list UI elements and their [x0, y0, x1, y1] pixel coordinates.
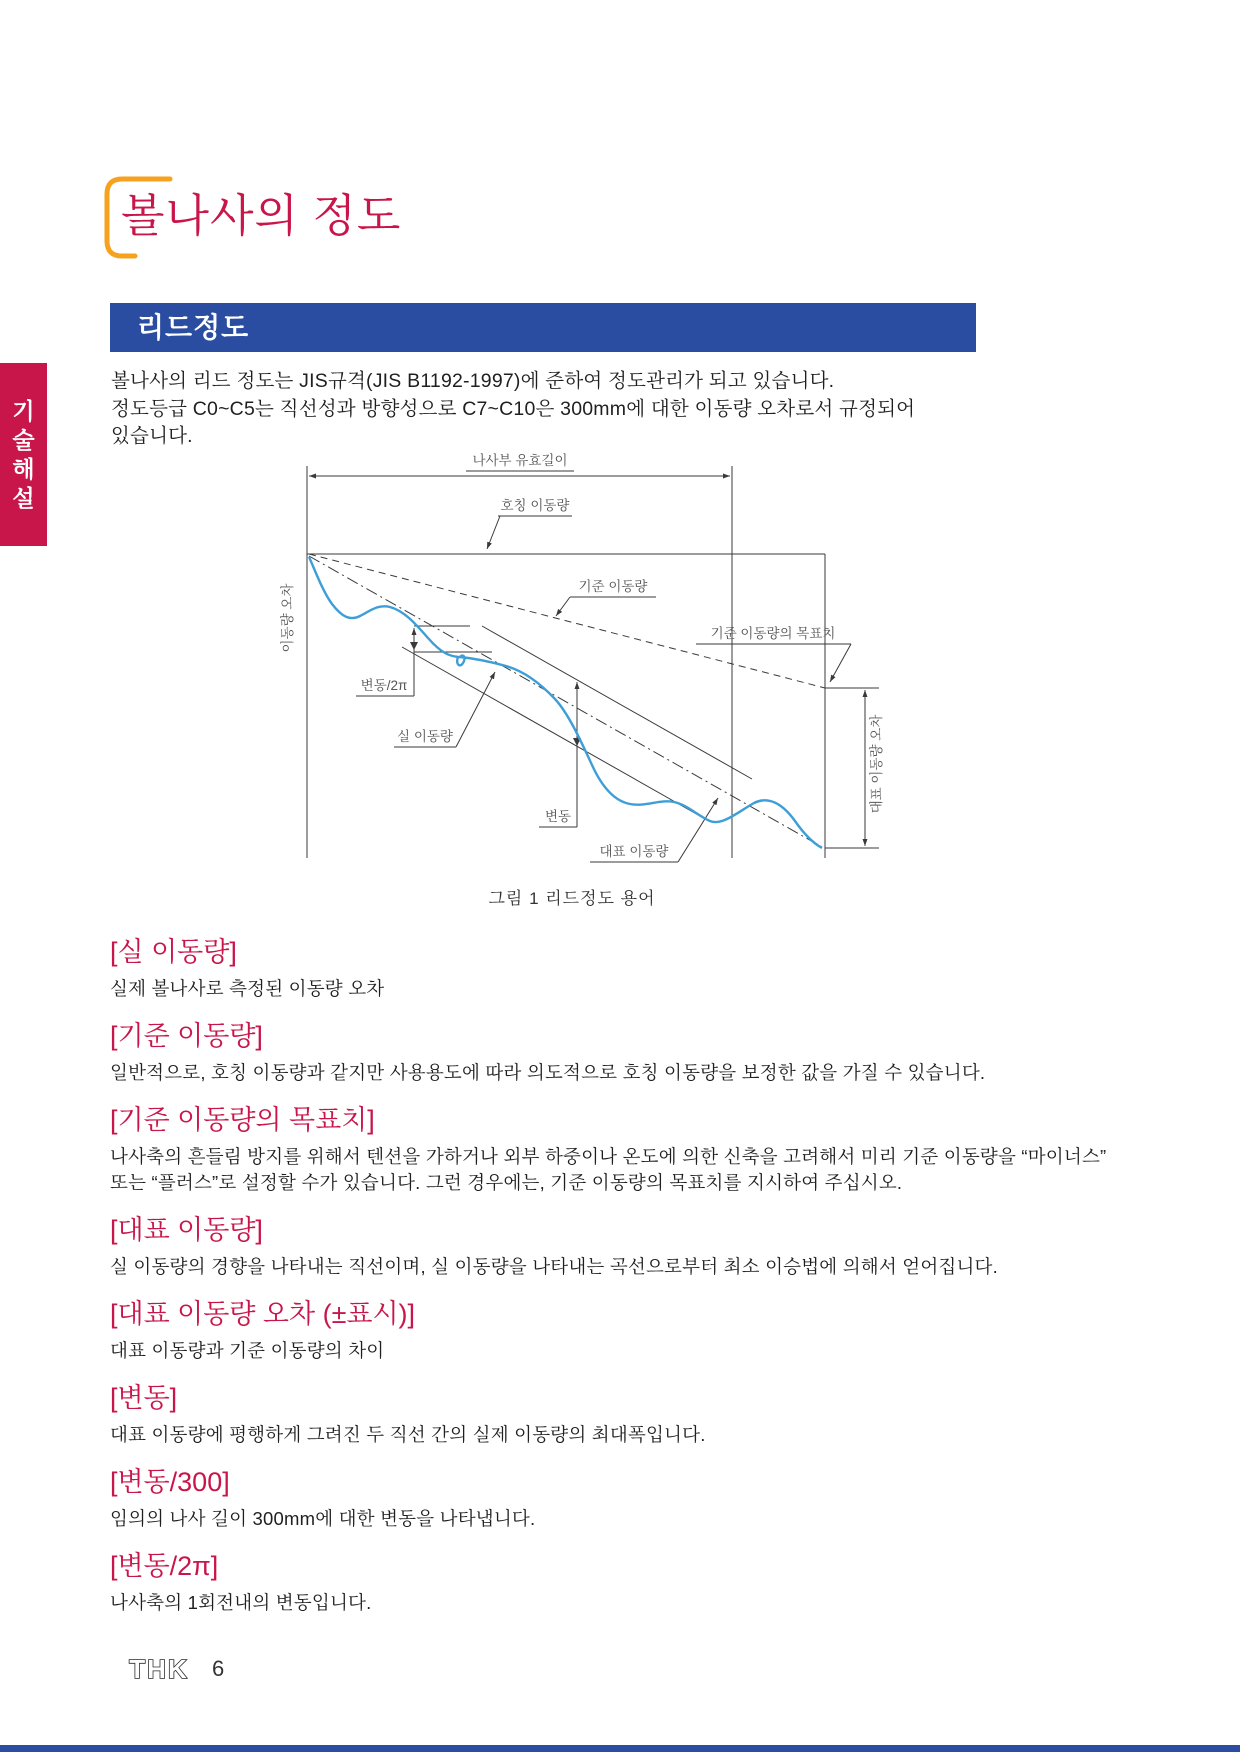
label-representative-travel-error: 대표 이동량 오차 — [869, 714, 884, 814]
side-tab-technical-notes — [0, 363, 47, 546]
side-tab-char: 설 — [12, 484, 35, 511]
term-heading: [대표 이동량] — [110, 1215, 263, 1245]
svg-text:THK: THK — [129, 1654, 189, 1684]
section-header-bar — [110, 303, 976, 352]
intro-line: 있습니다. — [111, 425, 193, 447]
terms-list — [110, 936, 1170, 1634]
label-travel-error-axis: 이동량 오차 — [280, 583, 295, 653]
side-tab-char: 해 — [12, 455, 35, 482]
intro-paragraph — [111, 368, 991, 451]
bottom-blue-bar — [0, 1745, 1240, 1752]
term-body-line: 대표 이동량과 기준 이동량의 차이 — [110, 1340, 385, 1361]
term-reference-travel-target — [110, 1104, 1170, 1196]
term-representative-travel-error — [110, 1298, 1170, 1364]
term-body-line: 나사축의 흔들림 방지를 위해서 텐션을 가하거나 외부 하중이나 온도에 의한 신축을 고려해서 미리 기준 이동량을 “마이너스” — [110, 1146, 1107, 1167]
term-heading: [실 이동량] — [110, 937, 237, 967]
term-body-line: 대표 이동량에 평행하게 그려진 두 직선 간의 실제 이동량의 최대폭입니다. — [110, 1424, 706, 1445]
representative-travel-line — [309, 556, 822, 847]
term-body-line: 또는 “플러스”로 설정할 수가 있습니다. 그런 경우에는, 기준 이동량의 목표치를 지시하여 주십시오. — [110, 1172, 903, 1193]
term-fluctuation-2pi — [110, 1550, 1170, 1616]
term-heading: [대표 이동량 오차 (±표시)] — [110, 1299, 416, 1329]
term-heading: [변동/2π] — [110, 1551, 219, 1581]
term-heading: [변동/300] — [110, 1467, 230, 1497]
thk-logo — [116, 1653, 202, 1685]
term-reference-travel — [110, 1020, 1170, 1086]
term-body-line: 일반적으로, 호칭 이동량과 같지만 사용용도에 따라 의도적으로 호칭 이동량을 보정한 값을 가질 수 있습니다. — [110, 1062, 986, 1083]
term-fluctuation-300 — [110, 1466, 1170, 1532]
label-representative-travel: 대표 이동량 — [599, 844, 669, 859]
actual-travel-curve — [309, 557, 822, 848]
label-effective-length: 나사부 유효길이 — [472, 453, 568, 468]
label-reference-travel: 기준 이동량 — [578, 579, 648, 594]
page-title: 볼나사의 정도 — [121, 190, 402, 241]
term-heading: [기준 이동량] — [110, 1021, 263, 1051]
term-actual-travel — [110, 936, 1170, 1002]
term-heading: [기준 이동량의 목표치] — [110, 1105, 375, 1135]
term-body-line: 임의의 나사 길이 300mm에 대한 변동을 나타냅니다. — [110, 1508, 536, 1529]
label-fluctuation-per-2pi: 변동/2π — [360, 678, 408, 693]
figure-caption: 그림 1 리드정도 용어 — [488, 889, 656, 908]
term-fluctuation — [110, 1382, 1170, 1448]
side-tab-char: 술 — [12, 426, 35, 453]
term-body-line: 실제 볼나사로 측정된 이동량 오차 — [110, 978, 385, 999]
reference-travel-line — [309, 554, 825, 688]
term-body-line: 나사축의 1회전내의 변동입니다. — [110, 1592, 372, 1613]
label-fluctuation: 변동 — [544, 809, 572, 824]
term-body-line: 실 이동량의 경향을 나타내는 직선이며, 실 이동량을 나타내는 곡선으로부터 최소 이승법에 의해서 얻어집니다. — [110, 1256, 998, 1277]
term-heading: [변동] — [110, 1383, 178, 1413]
fluctuation-band-upper-line — [482, 626, 752, 779]
label-actual-travel: 실 이동량 — [397, 729, 453, 744]
section-header-label: 리드정도 — [137, 312, 250, 343]
term-representative-travel — [110, 1214, 1170, 1280]
intro-line: 볼나사의 리드 정도는 JIS규격(JIS B1192-1997)에 준하여 정도관리가 되고 있습니다. — [111, 370, 835, 392]
page-number: 6 — [212, 1656, 225, 1681]
lead-accuracy-diagram — [252, 450, 892, 870]
side-tab-char: 기 — [12, 397, 35, 424]
intro-line: 정도등급 C0~C5는 직선성과 방향성으로 C7~C10은 300mm에 대한 이동량 오차로서 규정되어 — [111, 397, 916, 420]
label-nominal-travel: 호칭 이동량 — [500, 498, 570, 513]
label-reference-travel-target: 기준 이동량의 목표치 — [710, 626, 836, 641]
